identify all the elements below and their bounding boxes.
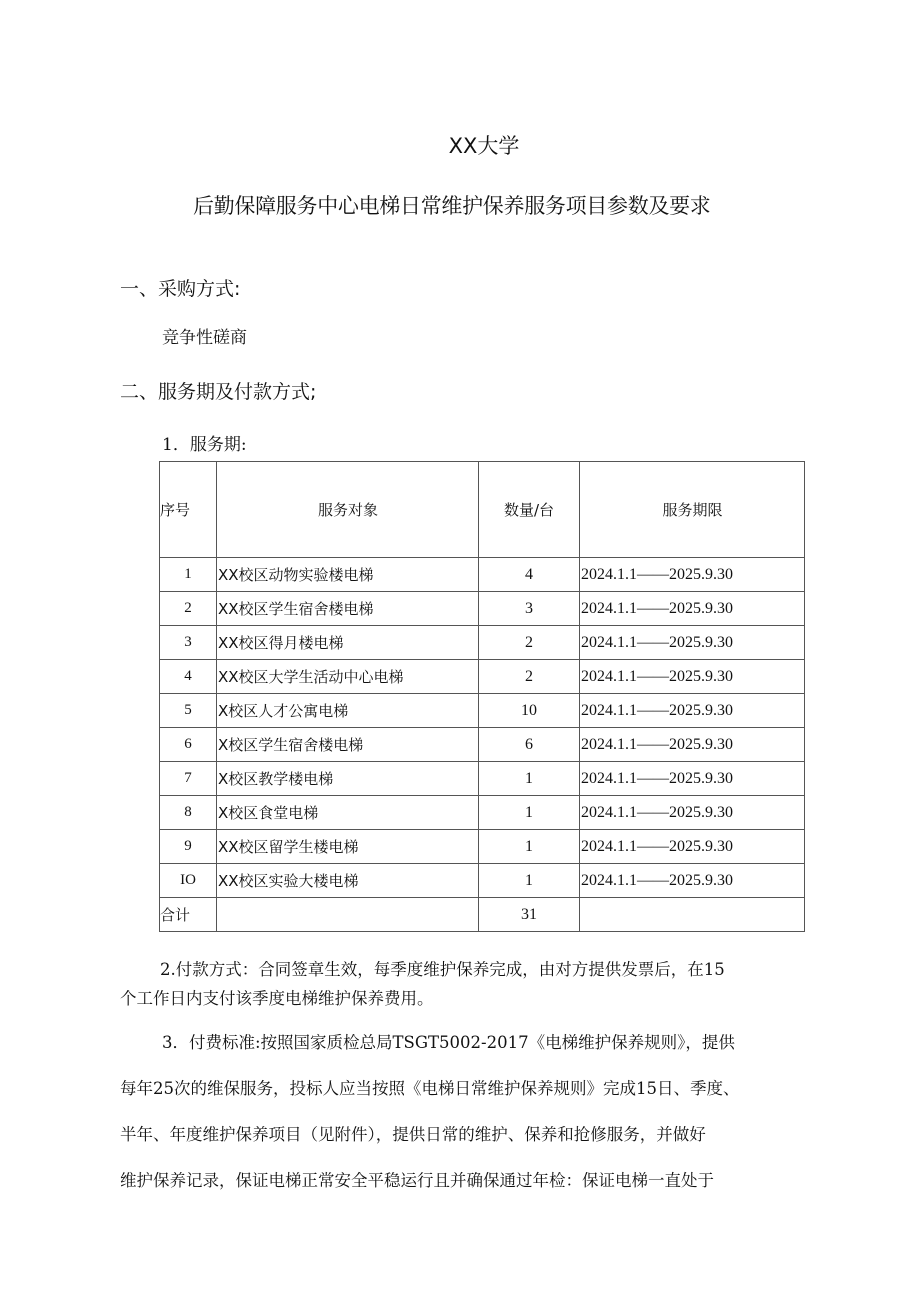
row-object: X校区学生宿舍楼电梯 xyxy=(217,728,479,762)
row-no: 4 xyxy=(160,660,217,694)
row-object: X校区教学楼电梯 xyxy=(217,762,479,796)
fee-line-2: 每年25次的维保服务，投标人应当按照《电梯日常维护保养规则》完成15日、季度、 xyxy=(120,1079,740,1098)
payment-line-2: 个工作日内支付该季度电梯维护保养费用。 xyxy=(120,989,434,1008)
row-period: 2024.1.1——2025.9.30 xyxy=(580,796,805,830)
table-row xyxy=(160,796,805,830)
row-qty: 6 xyxy=(479,728,580,762)
fee-paragraph xyxy=(120,1020,840,1204)
row-period: 2024.1.1——2025.9.30 xyxy=(580,592,805,626)
row-object: XX校区得月楼电梯 xyxy=(217,626,479,660)
table-row xyxy=(160,660,805,694)
table-row xyxy=(160,762,805,796)
row-period: 2024.1.1——2025.9.30 xyxy=(580,728,805,762)
row-object: XX校区学生宿舍楼电梯 xyxy=(217,592,479,626)
row-no: 6 xyxy=(160,728,217,762)
row-no: IO xyxy=(160,864,217,898)
total-object xyxy=(217,898,479,932)
row-period: 2024.1.1——2025.9.30 xyxy=(580,660,805,694)
document-title: XX大学 xyxy=(448,134,520,158)
row-object: X校区食堂电梯 xyxy=(217,796,479,830)
fee-line-4: 维护保养记录，保证电梯正常安全平稳运行且并确保通过年检：保证电梯一直处于 xyxy=(120,1171,714,1190)
section1-heading: 一、采购方式: xyxy=(120,278,241,300)
row-qty: 4 xyxy=(479,558,580,592)
total-period xyxy=(580,898,805,932)
fee-line-3: 半年、年度维护保养项目（见附件），提供日常的维护、保养和抢修服务，并做好 xyxy=(120,1125,706,1144)
header-object: 服务对象 xyxy=(217,462,479,558)
table-row xyxy=(160,592,805,626)
table-row xyxy=(160,558,805,592)
row-no: 3 xyxy=(160,626,217,660)
table-row xyxy=(160,626,805,660)
row-qty: 1 xyxy=(479,796,580,830)
row-qty: 2 xyxy=(479,660,580,694)
row-qty: 1 xyxy=(479,864,580,898)
row-object: XX校区实验大楼电梯 xyxy=(217,864,479,898)
row-period: 2024.1.1——2025.9.30 xyxy=(580,864,805,898)
row-no: 7 xyxy=(160,762,217,796)
document-subtitle: 后勤保障服务中心电梯日常维护保养服务项目参数及要求 xyxy=(193,194,711,218)
total-qty: 31 xyxy=(479,898,580,932)
section2-heading: 二、服务期及付款方式; xyxy=(120,381,317,403)
service-table xyxy=(159,461,805,932)
row-object: XX校区留学生楼电梯 xyxy=(217,830,479,864)
table-row xyxy=(160,694,805,728)
row-qty: 1 xyxy=(479,830,580,864)
row-period: 2024.1.1——2025.9.30 xyxy=(580,830,805,864)
row-period: 2024.1.1——2025.9.30 xyxy=(580,558,805,592)
row-no: 5 xyxy=(160,694,217,728)
row-object: XX校区动物实验楼电梯 xyxy=(217,558,479,592)
row-no: 8 xyxy=(160,796,217,830)
row-qty: 3 xyxy=(479,592,580,626)
procurement-method: 竞争性磋商 xyxy=(162,328,247,348)
payment-paragraph xyxy=(120,955,840,1013)
payment-line-1: 2.付款方式：合同签章生效，每季度维护保养完成，由对方提供发票后，在15 xyxy=(160,960,725,979)
row-no: 2 xyxy=(160,592,217,626)
row-object: X校区人才公寓电梯 xyxy=(217,694,479,728)
header-period: 服务期限 xyxy=(580,462,805,558)
fee-line-1: 3．付费标准:按照国家质检总局TSGT5002-2017《电梯维护保养规则》，提供 xyxy=(162,1033,735,1052)
row-period: 2024.1.1——2025.9.30 xyxy=(580,626,805,660)
header-no: 序号 xyxy=(160,462,217,558)
total-label: 合计 xyxy=(160,898,217,932)
table-total-row xyxy=(160,898,805,932)
row-qty: 10 xyxy=(479,694,580,728)
row-qty: 2 xyxy=(479,626,580,660)
row-period: 2024.1.1——2025.9.30 xyxy=(580,694,805,728)
service-period-heading: 1．服务期: xyxy=(162,435,247,455)
table-row xyxy=(160,728,805,762)
table-row xyxy=(160,864,805,898)
row-no: 9 xyxy=(160,830,217,864)
table-header-row xyxy=(160,462,805,558)
row-no: 1 xyxy=(160,558,217,592)
header-qty: 数量/台 xyxy=(479,462,580,558)
row-period: 2024.1.1——2025.9.30 xyxy=(580,762,805,796)
row-qty: 1 xyxy=(479,762,580,796)
table-row xyxy=(160,830,805,864)
row-object: XX校区大学生活动中心电梯 xyxy=(217,660,479,694)
